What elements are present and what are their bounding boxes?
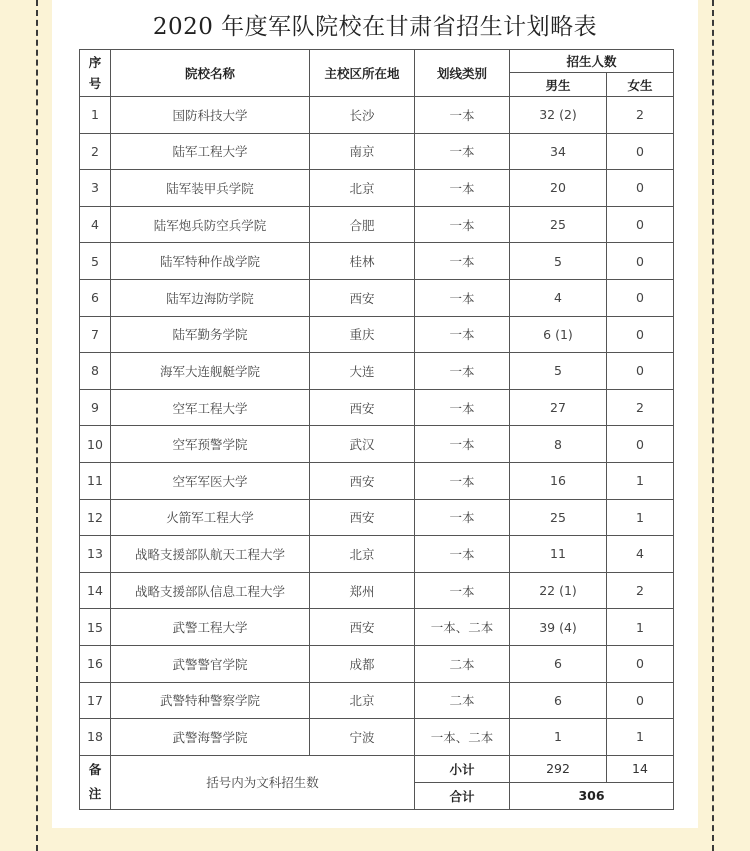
subtotal-male: 292 [510, 755, 607, 782]
cell-male: 39 (4) [510, 609, 607, 646]
table-row [80, 353, 674, 390]
remark-text: 括号内为文科招生数 [111, 755, 415, 809]
cell-category: 一本 [415, 316, 510, 353]
document-sheet [52, 0, 698, 828]
cell-female: 2 [607, 572, 674, 609]
cell-index: 14 [80, 572, 111, 609]
cell-school-name: 武警警官学院 [111, 645, 310, 682]
cell-male: 5 [510, 353, 607, 390]
cell-index: 3 [80, 170, 111, 207]
cell-female: 0 [607, 645, 674, 682]
cell-index: 7 [80, 316, 111, 353]
cell-female: 0 [607, 243, 674, 280]
cell-index: 11 [80, 462, 111, 499]
cell-school-name: 空军军医大学 [111, 462, 310, 499]
table-row [80, 645, 674, 682]
cell-category: 一本、二本 [415, 609, 510, 646]
cell-category: 一本 [415, 279, 510, 316]
cell-female: 0 [607, 133, 674, 170]
cell-school-name: 陆军勤务学院 [111, 316, 310, 353]
cell-male: 1 [510, 719, 607, 756]
table-row [80, 499, 674, 536]
cell-school-name: 陆军特种作战学院 [111, 243, 310, 280]
cell-category: 二本 [415, 645, 510, 682]
remark-label-text: 备注 [88, 762, 102, 802]
cell-male: 25 [510, 499, 607, 536]
table-row [80, 97, 674, 134]
cell-location: 郑州 [310, 572, 415, 609]
subtotal-row [80, 755, 674, 782]
cell-school-name: 武警海警学院 [111, 719, 310, 756]
header-male: 男生 [510, 73, 607, 97]
cell-location: 武汉 [310, 426, 415, 463]
subtotal-female: 14 [607, 755, 674, 782]
enrollment-table [79, 49, 674, 810]
cell-male: 16 [510, 462, 607, 499]
table-row [80, 609, 674, 646]
cell-male: 32 (2) [510, 97, 607, 134]
cell-index: 8 [80, 353, 111, 390]
cell-category: 一本 [415, 389, 510, 426]
cell-male: 4 [510, 279, 607, 316]
cell-female: 4 [607, 536, 674, 573]
cell-school-name: 战略支援部队航天工程大学 [111, 536, 310, 573]
cell-school-name: 空军工程大学 [111, 389, 310, 426]
cell-school-name: 火箭军工程大学 [111, 499, 310, 536]
cell-category: 一本 [415, 353, 510, 390]
cell-female: 1 [607, 719, 674, 756]
cell-location: 重庆 [310, 316, 415, 353]
cell-index: 9 [80, 389, 111, 426]
header-category: 划线类别 [415, 50, 510, 97]
cell-category: 一本 [415, 206, 510, 243]
cell-index: 16 [80, 645, 111, 682]
cell-female: 0 [607, 682, 674, 719]
table-row [80, 133, 674, 170]
cell-male: 34 [510, 133, 607, 170]
cell-index: 15 [80, 609, 111, 646]
table-row [80, 243, 674, 280]
cell-index: 1 [80, 97, 111, 134]
cell-school-name: 空军预警学院 [111, 426, 310, 463]
cell-school-name: 国防科技大学 [111, 97, 310, 134]
cell-location: 西安 [310, 499, 415, 536]
cell-index: 17 [80, 682, 111, 719]
cell-school-name: 陆军装甲兵学院 [111, 170, 310, 207]
subtotal-label: 小计 [415, 755, 510, 782]
cell-location: 西安 [310, 462, 415, 499]
cell-category: 一本 [415, 243, 510, 280]
cell-female: 1 [607, 609, 674, 646]
cell-index: 12 [80, 499, 111, 536]
table-body [80, 97, 674, 756]
cell-female: 2 [607, 97, 674, 134]
cell-female: 0 [607, 316, 674, 353]
cell-location: 西安 [310, 609, 415, 646]
cell-male: 6 [510, 645, 607, 682]
cell-category: 一本 [415, 499, 510, 536]
cell-male: 5 [510, 243, 607, 280]
cell-school-name: 战略支援部队信息工程大学 [111, 572, 310, 609]
header-location: 主校区所在地 [310, 50, 415, 97]
table-row [80, 572, 674, 609]
cell-female: 0 [607, 279, 674, 316]
cell-category: 一本 [415, 97, 510, 134]
cell-location: 西安 [310, 389, 415, 426]
cell-school-name: 陆军边海防学院 [111, 279, 310, 316]
cell-male: 6 [510, 682, 607, 719]
cell-female: 0 [607, 206, 674, 243]
table-row [80, 682, 674, 719]
total-value: 306 [510, 782, 674, 809]
remark-label [80, 755, 111, 809]
header-female: 女生 [607, 73, 674, 97]
cell-location: 北京 [310, 682, 415, 719]
cell-male: 22 (1) [510, 572, 607, 609]
cell-index: 5 [80, 243, 111, 280]
header-enrollment: 招生人数 [510, 50, 674, 73]
cell-location: 南京 [310, 133, 415, 170]
table-row [80, 462, 674, 499]
cell-male: 25 [510, 206, 607, 243]
cell-location: 北京 [310, 536, 415, 573]
total-label: 合计 [415, 782, 510, 809]
table-footer [80, 755, 674, 809]
header-index [80, 50, 111, 97]
table-row [80, 719, 674, 756]
cell-index: 6 [80, 279, 111, 316]
cell-school-name: 陆军工程大学 [111, 133, 310, 170]
cell-location: 长沙 [310, 97, 415, 134]
cell-female: 0 [607, 353, 674, 390]
cell-index: 18 [80, 719, 111, 756]
table-row [80, 426, 674, 463]
cell-school-name: 陆军炮兵防空兵学院 [111, 206, 310, 243]
cell-school-name: 海军大连舰艇学院 [111, 353, 310, 390]
cell-female: 0 [607, 426, 674, 463]
cell-category: 一本、二本 [415, 719, 510, 756]
cell-female: 2 [607, 389, 674, 426]
right-dashed-border [712, 0, 714, 851]
cell-location: 成都 [310, 645, 415, 682]
cell-male: 11 [510, 536, 607, 573]
cell-location: 西安 [310, 279, 415, 316]
table-row [80, 206, 674, 243]
cell-male: 8 [510, 426, 607, 463]
cell-location: 北京 [310, 170, 415, 207]
cell-female: 0 [607, 170, 674, 207]
cell-index: 13 [80, 536, 111, 573]
table-row [80, 389, 674, 426]
cell-index: 10 [80, 426, 111, 463]
cell-index: 2 [80, 133, 111, 170]
cell-male: 6 (1) [510, 316, 607, 353]
cell-category: 一本 [415, 572, 510, 609]
cell-category: 一本 [415, 536, 510, 573]
cell-category: 一本 [415, 170, 510, 207]
cell-category: 一本 [415, 426, 510, 463]
cell-school-name: 武警特种警察学院 [111, 682, 310, 719]
cell-location: 桂林 [310, 243, 415, 280]
page-title: 2020 年度军队院校在甘肃省招生计划略表 [152, 14, 598, 40]
left-dashed-border [36, 0, 38, 851]
cell-school-name: 武警工程大学 [111, 609, 310, 646]
header-index-text: 序号 [88, 55, 102, 91]
table-row [80, 170, 674, 207]
cell-male: 20 [510, 170, 607, 207]
cell-category: 一本 [415, 133, 510, 170]
cell-index: 4 [80, 206, 111, 243]
cell-location: 宁波 [310, 719, 415, 756]
cell-female: 1 [607, 462, 674, 499]
header-school-name: 院校名称 [111, 50, 310, 97]
cell-male: 27 [510, 389, 607, 426]
table-row [80, 279, 674, 316]
header-row [80, 50, 674, 73]
cell-category: 一本 [415, 462, 510, 499]
cell-location: 合肥 [310, 206, 415, 243]
table-row [80, 316, 674, 353]
table-row [80, 536, 674, 573]
cell-category: 二本 [415, 682, 510, 719]
cell-female: 1 [607, 499, 674, 536]
cell-location: 大连 [310, 353, 415, 390]
